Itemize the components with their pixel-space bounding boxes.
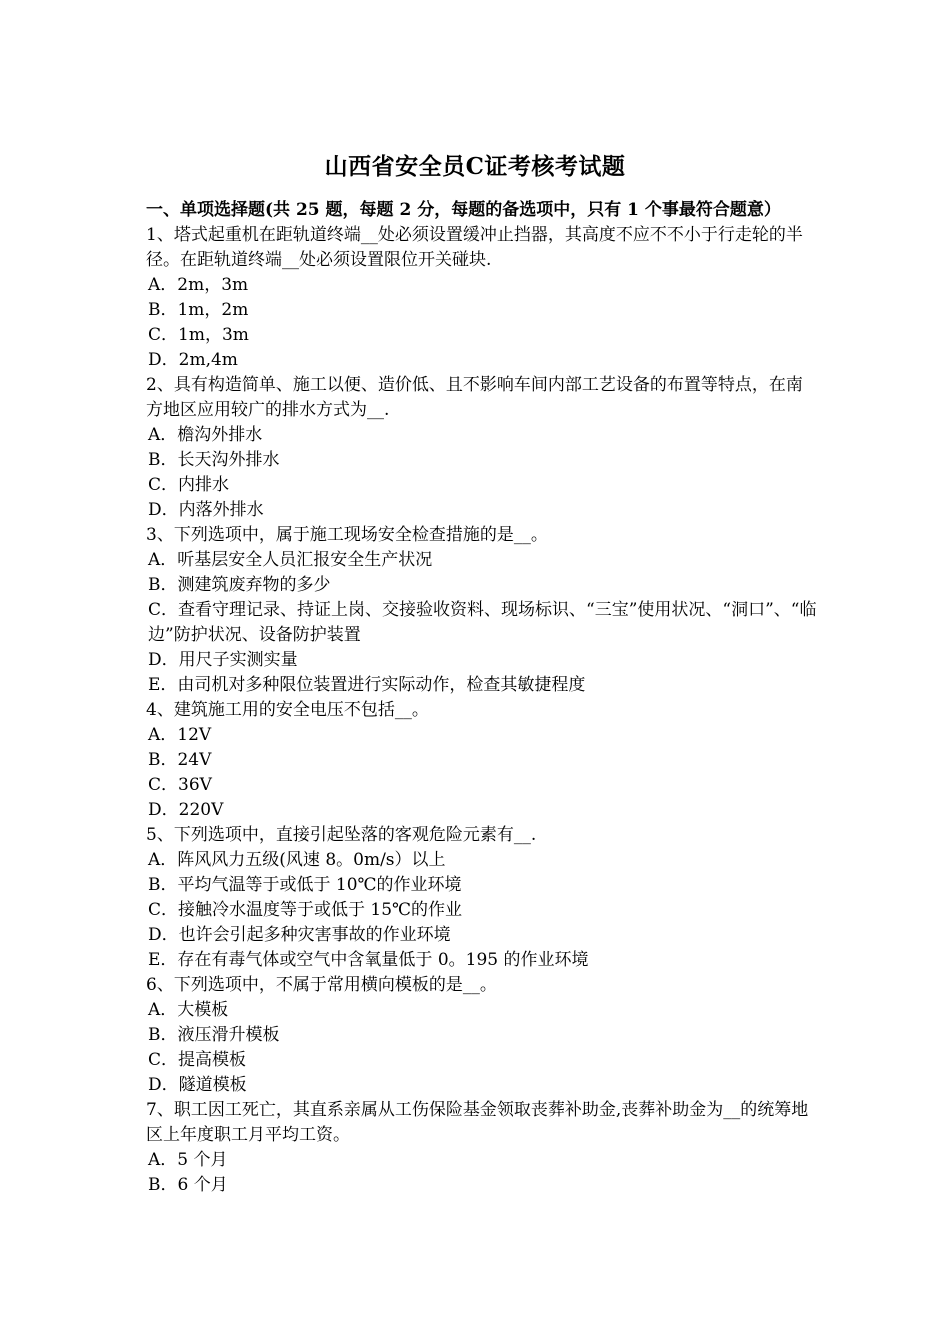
section-heading: 一、单项选择题(共 25 题，每题 2 分，每题的备选项中，只有 1 个事最符合题意） <box>146 200 781 220</box>
question-item <box>146 373 818 523</box>
question-text: 4、建筑施工用的安全电压不包括__。 <box>146 700 429 720</box>
question-list <box>146 223 818 1198</box>
question-item <box>146 698 818 823</box>
answer-option: D．220V <box>148 800 224 820</box>
question-item <box>146 823 818 973</box>
answer-option: A．大模板 <box>148 1000 229 1020</box>
answer-option: D．隧道模板 <box>148 1075 247 1095</box>
answer-option: B．1m，2m <box>148 300 249 320</box>
answer-option: C．查看守理记录、持证上岗、交接验收资料、现场标识、“三宝”使用状况、“洞口”、“临边”防护状况、设备防护装置 <box>148 600 817 645</box>
answer-option: E．由司机对多种限位装置进行实际动作，检查其敏捷程度 <box>148 675 586 695</box>
answer-option: E．存在有毒气体或空气中含氧量低于 0。195 的作业环境 <box>148 950 589 970</box>
question-item <box>146 1098 818 1198</box>
answer-option: C．36V <box>148 775 212 795</box>
answer-option: B．6 个月 <box>148 1175 228 1195</box>
answer-option: D．用尺子实测实量 <box>148 650 298 670</box>
question-text: 2、具有构造简单、施工以便、造价低、且不影响车间内部工艺设备的布置等特点，在南方地区应用较广的排水方式为__. <box>146 375 803 420</box>
answer-option: D．2m,4m <box>148 350 238 370</box>
question-item <box>146 973 818 1098</box>
answer-option: A．听基层安全人员汇报安全生产状况 <box>148 550 433 570</box>
question-text: 6、下列选项中，不属于常用横向模板的是__。 <box>146 975 497 995</box>
answer-option: A．5 个月 <box>148 1150 228 1170</box>
answer-option: C．提高模板 <box>148 1050 247 1070</box>
question-item <box>146 223 818 373</box>
answer-option: B．测建筑废弃物的多少 <box>148 575 331 595</box>
question-item <box>146 523 818 698</box>
answer-option: B．24V <box>148 750 212 770</box>
answer-option: A．2m，3m <box>148 275 249 295</box>
question-text: 5、下列选项中，直接引起坠落的客观危险元素有__. <box>146 825 537 845</box>
answer-option: C．内排水 <box>148 475 230 495</box>
answer-option: D．内落外排水 <box>148 500 264 520</box>
document-title: 山西省安全员C证考核考试题 <box>324 153 626 180</box>
answer-option: B．长天沟外排水 <box>148 450 280 470</box>
answer-option: C．接触冷水温度等于或低于 15℃的作业 <box>148 900 463 920</box>
question-text: 7、职工因工死亡，其直系亲属从工伤保险基金领取丧葬补助金,丧葬补助金为__的统筹地区上年度职工月平均工资。 <box>146 1100 809 1145</box>
answer-option: C．1m，3m <box>148 325 249 345</box>
answer-option: D．也许会引起多种灾害事故的作业环境 <box>148 925 451 945</box>
question-text: 3、下列选项中，属于施工现场安全检查措施的是__。 <box>146 525 548 545</box>
answer-option: B．平均气温等于或低于 10℃的作业环境 <box>148 875 462 895</box>
answer-option: A．12V <box>148 725 212 745</box>
question-text: 1、塔式起重机在距轨道终端__处必须设置缓冲止挡器，其高度不应不不小于行走轮的半径。在距轨道终端__处必须设置限位开关碰块. <box>146 225 803 270</box>
answer-option: A．檐沟外排水 <box>148 425 263 445</box>
answer-option: A．阵风风力五级(风速 8。0m/s）以上 <box>148 850 446 870</box>
answer-option: B．液压滑升模板 <box>148 1025 280 1045</box>
document-body <box>146 198 818 1198</box>
